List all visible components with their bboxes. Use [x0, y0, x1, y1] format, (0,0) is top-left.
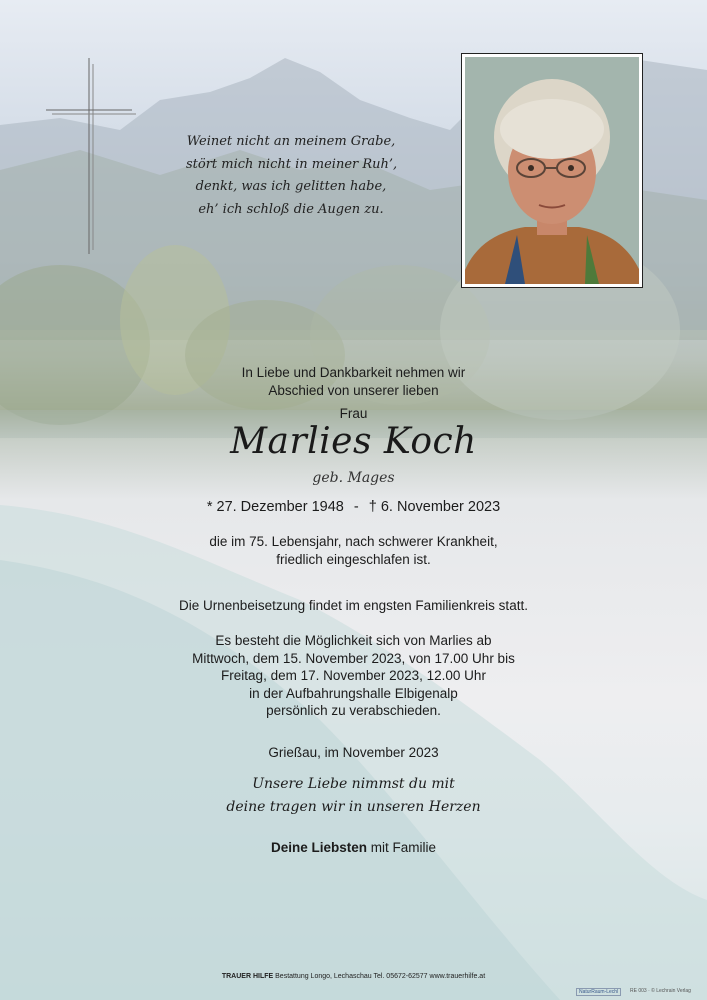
signature-bold: Deine Liebsten [270, 840, 367, 855]
age-text [0, 533, 707, 568]
death-date: † 6. November 2023 [368, 499, 501, 515]
place: Grießau [268, 745, 318, 760]
cross-icon [46, 56, 136, 256]
poem-line: stört mich nicht in meiner Ruh’, [186, 156, 398, 172]
intro-text [0, 364, 707, 423]
poem-line: Weinet nicht an meinem Grabe, [186, 134, 396, 149]
maiden-name: geb. Mages [312, 470, 395, 486]
poem-line: eh’ ich schloß die Augen zu. [198, 201, 384, 217]
footer [0, 973, 707, 980]
deceased-name: Marlies Koch [230, 421, 477, 462]
age-line: friedlich eingeschlafen ist. [276, 551, 431, 567]
verse-line: Unsere Liebe nimmst du mit [252, 776, 455, 792]
footer-brand: TRAUER HILFE [221, 973, 274, 980]
footer-text: Bestattung Longo, Lechaschau Tel. 05672-62577 www.trauerhilfe.at [273, 973, 486, 980]
farewell-line: Freitag, dem 17. November 2023, 12.00 Uhr [221, 668, 486, 683]
poem [186, 131, 396, 221]
intro-line: In Liebe und Dankbarkeit nehmen wir [241, 365, 466, 380]
portrait-photo [461, 53, 643, 288]
publisher-badge: NaturRaum-Lechl [576, 988, 621, 996]
farewell-line: persönlich zu verabschieden. [266, 703, 441, 718]
burial-text: Die Urnenbeisetzung findet im engsten Familienkreis statt. [179, 598, 528, 613]
intro-line: Abschied von unserer lieben [268, 382, 439, 398]
date: , im November 2023 [317, 745, 439, 760]
publisher-credit: RE 003 · © Lechrain Verlag [630, 988, 691, 994]
date-separator: - [353, 499, 359, 515]
farewell-line: Mittwoch, dem 15. November 2023, von 17.00 Uhr bis [192, 650, 515, 666]
farewell-text [0, 632, 707, 720]
age-line: die im 75. Lebensjahr, nach schwerer Krankheit, [209, 534, 498, 549]
poem-line: denkt, was ich gelitten habe, [195, 179, 387, 194]
farewell-line: in der Aufbahrungshalle Elbigenalp [249, 685, 458, 701]
closing-verse [0, 773, 707, 819]
place-date [0, 744, 707, 762]
signature [0, 839, 707, 857]
life-dates [0, 499, 707, 515]
signature-rest: mit Familie [367, 840, 437, 855]
birth-date: * 27. Dezember 1948 [206, 499, 344, 515]
verse-line: deine tragen wir in unseren Herzen [226, 799, 481, 815]
farewell-line: Es besteht die Möglichkeit sich von Marlies ab [215, 633, 492, 648]
salutation: Frau [339, 406, 368, 421]
